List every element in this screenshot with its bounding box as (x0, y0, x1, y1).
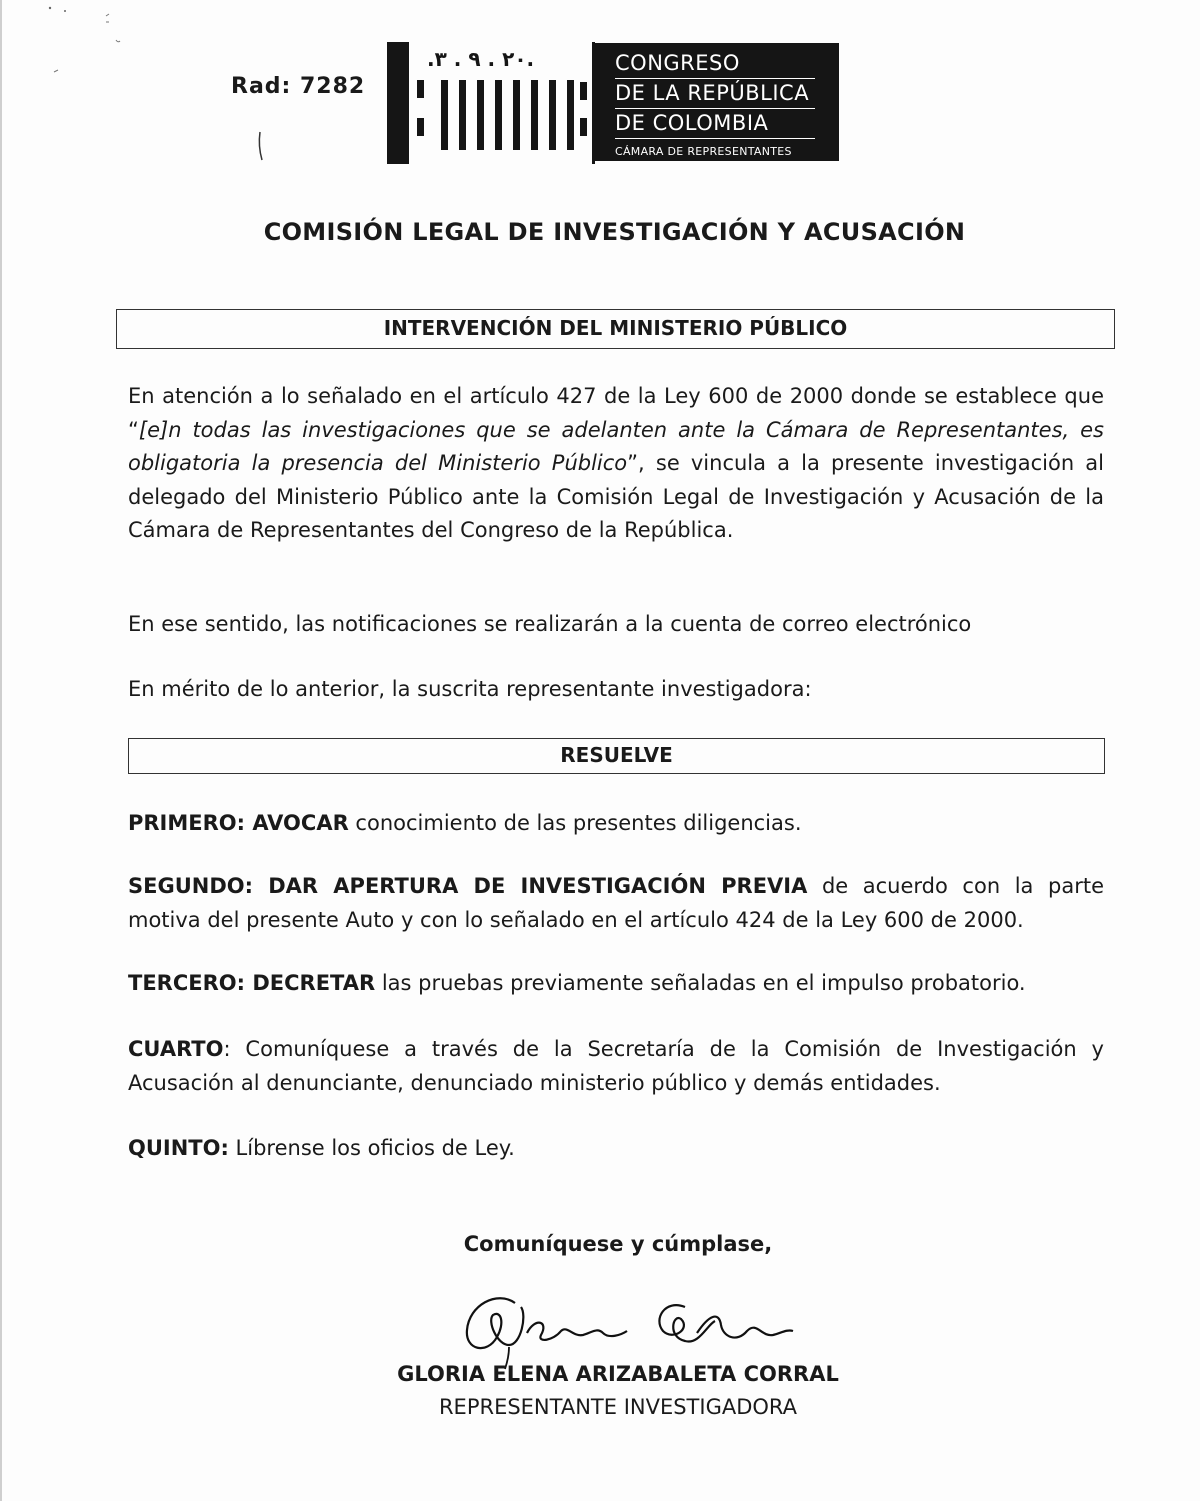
signer-role: REPRESENTANTE INVESTIGADORA (438, 1395, 798, 1419)
resolution-text: Líbrense los oficios de Ley. (228, 1136, 515, 1160)
congress-logo-text (595, 43, 839, 161)
section-heading-ministerio: INTERVENCIÓN DEL MINISTERIO PÚBLICO (116, 309, 1115, 349)
resolution-item-primero (128, 807, 1104, 841)
resolution-text: las pruebas previamente señaladas en el impulso probatorio. (375, 971, 1026, 995)
resolution-item-cuarto (128, 1033, 1104, 1100)
section-heading-resuelve: RESUELVE (128, 738, 1105, 774)
svg-text:.٢٠ . ٩ . ٣.: .٢٠ . ٩ . ٣. (427, 47, 535, 71)
resolution-label: QUINTO: (128, 1136, 229, 1160)
resolution-item-quinto (128, 1132, 1104, 1166)
resolution-label: TERCERO: DECRETAR (128, 971, 376, 995)
resolution-text: : Comuníquese a través de la Secretaría de la Comisión de Investigación y Acusación al denunciante, denunciado ministerio público y demás entidades. (128, 1037, 1104, 1095)
resolution-label: CUARTO (128, 1037, 224, 1061)
paragraph-intervencion-lead: En atención a lo señalado en el artículo 427 de la Ley 600 de 2000 donde se establece que “ (128, 384, 1104, 442)
paragraph-intervencion (128, 380, 1104, 548)
resolution-label: SEGUNDO: DAR APERTURA DE INVESTIGACIÓN PREVIA (128, 874, 808, 898)
resolution-item-segundo (128, 870, 1104, 937)
document-title: COMISIÓN LEGAL DE INVESTIGACIÓN Y ACUSACIÓN (263, 218, 966, 246)
quoted-law-text: [e]n todas las investigaciones que se adelanten ante la Cámara de Representantes, es obligatoria la presencia del Ministerio Público (128, 417, 1104, 475)
logo-line-2: DE LA REPÚBLICA (615, 79, 815, 109)
radicado-number: Rad: 7282 (231, 74, 366, 99)
logo-line-3: DE COLOMBIA (615, 109, 815, 139)
closing-phrase: Comuníquese y cúmplase, (463, 1232, 773, 1256)
logo-line-1: CONGRESO (615, 49, 815, 79)
paragraph-notificaciones: En ese sentido, las notificaciones se realizarán a la cuenta de correo electrónico (128, 612, 972, 636)
paragraph-intervencion-tail: ”, se vincula a la presente investigación al delegado del Ministerio Público ante la Comisión Legal de Investigación y Acusación de la Cámara de Representantes del Congreso de la República. (128, 451, 1104, 542)
paragraph-merito: En mérito de lo anterior, la suscrita representante investigadora: (128, 677, 812, 701)
resolution-text: de acuerdo con la parte motiva del presente Auto y con lo señalado en el artículo 424 de la Ley 600 de 2000. (128, 874, 1104, 932)
logo-subtitle: CÁMARA DE REPRESENTANTES (615, 145, 792, 158)
resolution-item-tercero (128, 967, 1104, 1001)
resolution-label: PRIMERO: AVOCAR (128, 811, 349, 835)
signer-name: GLORIA ELENA ARIZABALETA CORRAL (397, 1362, 839, 1386)
resolution-text: conocimiento de las presentes diligencias. (348, 811, 802, 835)
